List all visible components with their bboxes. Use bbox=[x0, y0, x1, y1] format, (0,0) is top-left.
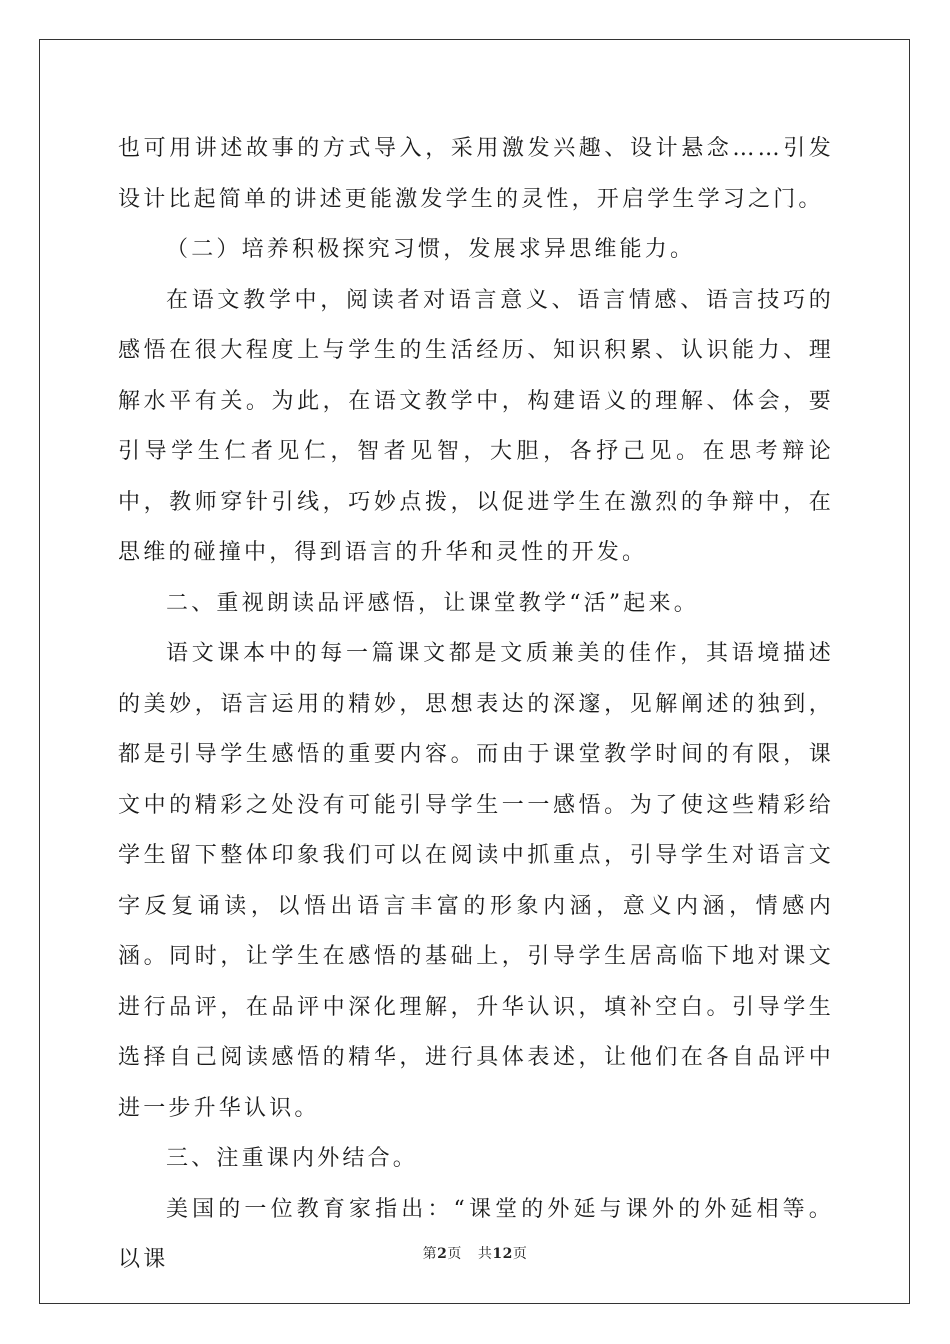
page-current: 2 bbox=[437, 1246, 448, 1262]
page-prefix: 第 bbox=[422, 1246, 438, 1262]
paragraph-2-heading: （二）培养积极探究习惯，发展求异思维能力。 bbox=[166, 237, 696, 262]
paragraph-4-heading: 二、重视朗读品评感悟，让课堂教学“活”起来。 bbox=[166, 590, 699, 616]
total-prefix: 共 bbox=[477, 1246, 493, 1262]
paragraph-3: 在语文教学中，阅读者对语言意义、语言情感、语言技巧的感悟在很大程度上与学生的生活经历、知识积累、认识能力、理解水平有关。为此，在语文教学中，构建语义的理解、体会，要引导学生仁者见仁，智者见智，大胆，各抒己见。在思考辩论中，教师穿针引线，巧妙点拨，以促进学生在激烈的争辩中，在思维的碰撞中，得到语言的升华和灵性的开发。 bbox=[118, 287, 834, 565]
paragraph-7: 美国的一位教育家指出：“课堂的外延与课外的外延相等。以课 bbox=[118, 1196, 834, 1272]
document-body bbox=[118, 124, 834, 1286]
total-unit: 页 bbox=[512, 1246, 528, 1262]
paragraph-6-heading: 三、注重课内外结合。 bbox=[166, 1146, 419, 1171]
page-total: 12 bbox=[492, 1246, 513, 1262]
paragraph-5: 语文课本中的每一篇课文都是文质兼美的佳作，其语境描述的美妙，语言运用的精妙，思想表达的深邃，见解阐述的独到，都是引导学生感悟的重要内容。而由于课堂教学时间的有限，课文中的精彩之处没有可能引导学生一一感悟。为了使这些精彩给学生留下整体印象我们可以在阅读中抓重点，引导学生对语言文字反复诵读，以悟出语言丰富的形象内涵，意义内涵，情感内涵。同时，让学生在感悟的基础上，引导学生居高临下地对课文进行品评，在品评中深化理解，升华认识，填补空白。引导学生选择自己阅读感悟的精华，进行具体表述，让他们在各自品评中进一步升华认识。 bbox=[118, 641, 834, 1121]
paragraph-1: 也可用讲述故事的方式导入，采用激发兴趣、设计悬念……引发设计比起简单的讲述更能激发学生的灵性，开启学生学习之门。 bbox=[118, 136, 834, 212]
page-footer bbox=[0, 1243, 950, 1263]
page-unit: 页 bbox=[447, 1246, 462, 1262]
